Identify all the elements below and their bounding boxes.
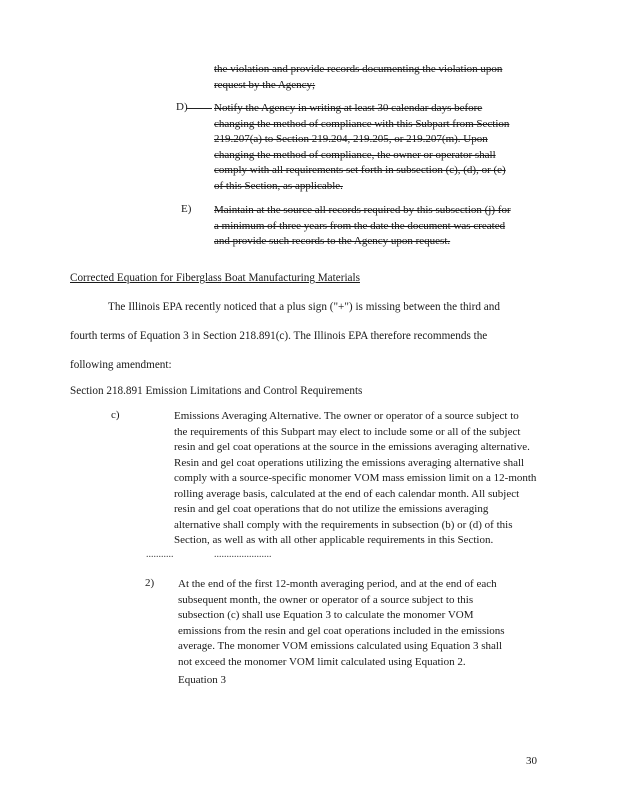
section-heading: Corrected Equation for Fiberglass Boat Manufacturing Materials — [70, 272, 360, 284]
item-d-label: D) — [176, 101, 188, 113]
continuation-line-2: request by the Agency; — [214, 79, 316, 91]
strike-bar — [186, 108, 212, 109]
item-c-text: Emissions Averaging Alternative. The owner or operator of a source subject to the requirements of this Subpart may elect to include some or all of the subject resin and gel coat operations at the source in the emissions averaging alternative. Resin and gel coat operations utilizing the emissions averaging alternative shall comply with a source-specific monomer VOM mass emission limit on a 12-month rolling average basis, calculated at the end of each calendar month. All subject resin and gel coat operations that do not utilize the emissions averaging alternative shall comply with the requirements in subsection (b) or (d) of this Section, as well as with all other applicable requirements in this Section. — [174, 410, 537, 546]
item-c-label: c) — [111, 409, 120, 421]
item-d-text: Notify the Agency in writing at least 30 calendar days before changing the method of compliance with this Subpart from Section 219.207(a) to Section 219.204, 219.205, or 219.207(m). Upon changing the method of compliance, the owner or operator shall comply with all requirements set forth in subsection (c), (d), or (e) of this Section, as applicable. — [214, 102, 510, 192]
paragraph-line-1: The Illinois EPA recently noticed that a plus sign ("+") is missing between the third and — [108, 301, 500, 313]
paragraph-line-3: following amendment: — [70, 359, 172, 371]
omission-dots-left: ........... — [146, 549, 174, 560]
equation-label: Equation 3 — [178, 674, 226, 686]
continuation-line-1: the violation and provide records documenting the violation upon — [214, 63, 503, 75]
item-2-text: At the end of the first 12-month averaging period, and at the end of each subsequent month, the owner or operator of a source subject to this subsection (c) shall use Equation 3 to calculate the monomer VOM emissions from the resin and gel coat operations included in the emissions average. The monomer VOM emissions calculated using Equation 3 shall not exceed the monomer VOM limit calculated using Equation 2. — [178, 578, 505, 668]
section-subheading: Section 218.891 Emission Limitations and Control Requirements — [70, 385, 363, 397]
item-2-label: 2) — [145, 577, 155, 589]
paragraph-line-2: fourth terms of Equation 3 in Section 218.891(c). The Illinois EPA therefore recommends the — [70, 330, 488, 342]
item-e-text: Maintain at the source all records required by this subsection (j) for a minimum of three years from the date the document was created and provide such records to the Agency upon request. — [214, 204, 511, 247]
omission-dots-right: ....................... — [214, 549, 272, 560]
item-e-label: E) — [181, 203, 192, 215]
page-number: 30 — [526, 755, 537, 767]
